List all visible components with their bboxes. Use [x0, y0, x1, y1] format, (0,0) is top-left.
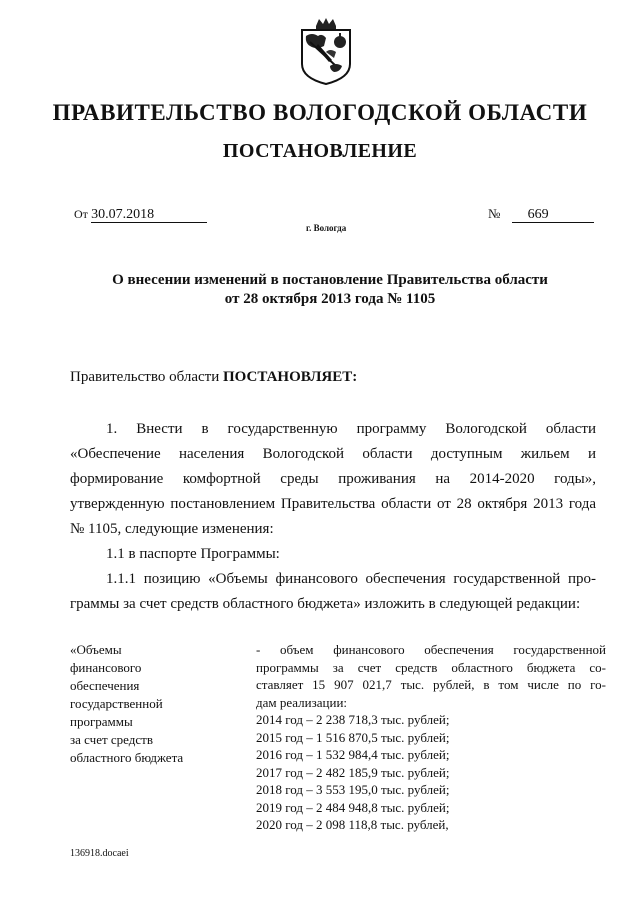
decree-subject [0, 271, 640, 309]
table-intro-line: программы за счет средств областного бюджета со- [256, 659, 606, 675]
date-line [74, 206, 207, 223]
item-1-1: 1.1 в паспорте Программы: [106, 546, 280, 562]
table-year-line: 2018 год – 3 553 195,0 тыс. рублей; [256, 782, 450, 797]
resolves-prefix: Правительство области [70, 369, 223, 385]
table-left-cell: областного бюджета [70, 750, 184, 765]
paragraph-line: формирование комфортной среды проживания на 2014-2020 годы», [70, 471, 596, 487]
table-right-column [256, 641, 606, 834]
paragraph-1 [106, 417, 596, 442]
footer-filename: 136918.docaei [70, 848, 129, 859]
table-year-line: 2016 год – 1 532 984,4 тыс. рублей; [256, 747, 450, 762]
table-year-line: 2014 год – 2 238 718,3 тыс. рублей; [256, 712, 450, 727]
table-left-cell: за счет средств [70, 732, 153, 747]
number-label: № [488, 206, 501, 221]
paragraph-1-cont [70, 442, 596, 542]
number-line [488, 206, 594, 223]
table-intro-line: дам реализации: [256, 694, 348, 710]
table-year-line: 2015 год – 1 516 870,5 тыс. рублей; [256, 729, 450, 745]
coat-of-arms-emblem [296, 16, 356, 86]
date-label: От [74, 207, 88, 221]
item-line: 1.1.1 позицию «Объемы финансового обеспечения государственной про- [106, 571, 596, 587]
table-intro-line: ставляет 15 907 021,7 тыс. рублей, в том числе по го- [256, 677, 606, 692]
table-year-line: 2017 год – 2 482 185,9 тыс. рублей; [256, 764, 450, 780]
table-year-line: 2020 год – 2 098 118,8 тыс. рублей, [256, 817, 449, 832]
number-value: 669 [512, 207, 594, 223]
table-left-cell: «Объемы [70, 642, 122, 657]
table-left-cell: государственной [70, 696, 163, 711]
document-type-title: ПОСТАНОВЛЕНИЕ [222, 140, 418, 162]
subject-line: О внесении изменений в постановление Правительства области [112, 272, 548, 288]
table-left-column [70, 641, 240, 767]
paragraph-line: № 1105, следующие изменения: [70, 521, 274, 537]
city-label: г. Вологда [306, 223, 347, 233]
resolves-line [70, 365, 596, 390]
paragraph-line: 1. Внести в государственную программу Вологодской области [106, 421, 596, 437]
table-intro-line: - объем финансового обеспечения государственной [256, 642, 606, 657]
paragraph-line: утвержденную постановлением Правительства области от 28 октября 2013 года [70, 496, 596, 512]
government-title: ПРАВИТЕЛЬСТВО ВОЛОГОДСКОЙ ОБЛАСТИ [52, 100, 588, 125]
resolves-bold: ПОСТАНОВЛЯЕТ: [222, 369, 358, 385]
item-line: граммы за счет средств областного бюджета» изложить в следующей редакции: [70, 596, 581, 612]
table-left-cell: обеспечения [70, 678, 140, 693]
item-1-1-1 [70, 567, 596, 617]
date-value: 30.07.2018 [91, 207, 207, 223]
table-left-cell: программы [70, 714, 133, 729]
paragraph-line: «Обеспечение населения Вологодской области доступным жильем и [70, 446, 596, 462]
subject-line: от 28 октября 2013 года № 1105 [224, 291, 436, 307]
table-year-line: 2019 год – 2 484 948,8 тыс. рублей; [256, 799, 450, 815]
table-left-cell: финансового [70, 660, 142, 675]
